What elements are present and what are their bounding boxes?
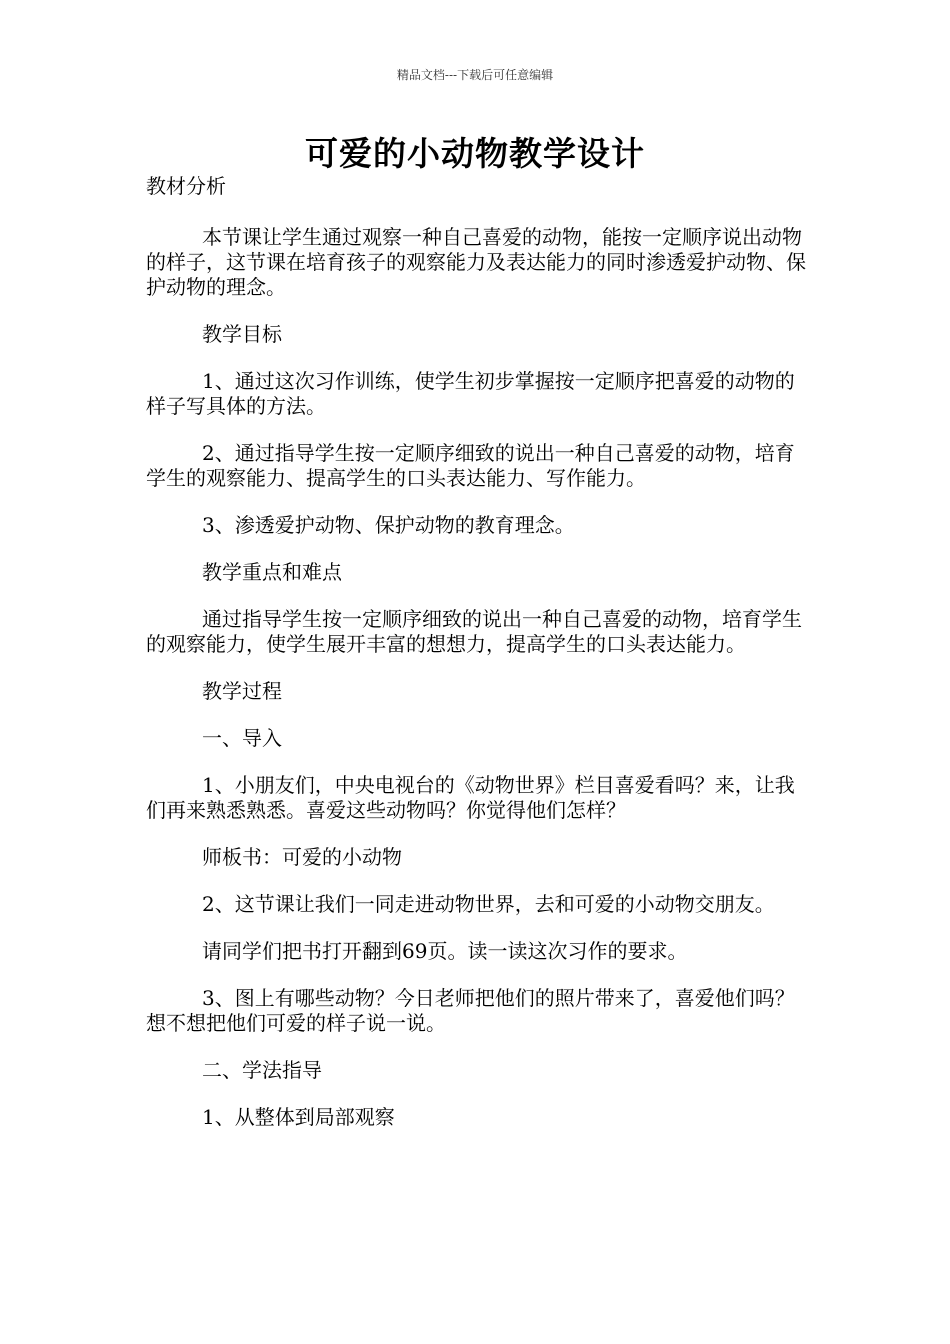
paragraph: 3、渗透爱护动物、保护动物的教育理念。 — [202, 513, 575, 537]
page-header: 精品文档---下载后可任意编辑 — [396, 68, 554, 82]
paragraph: 1、从整体到局部观察 — [202, 1105, 395, 1129]
document-title: 可爱的小动物教学设计 — [305, 134, 645, 173]
paragraph: 1、通过这次习作训练，使学生初步掌握按一定顺序把喜爱的动物的样子写具体的方法。 — [146, 369, 795, 418]
paragraph: 教学目标 — [202, 322, 282, 346]
paragraph: 二、学法指导 — [202, 1058, 322, 1082]
paragraph: 教材分析 — [146, 174, 226, 198]
paragraph: 2、这节课让我们一同走进动物世界，去和可爱的小动物交朋友。 — [202, 892, 775, 916]
paragraph: 本节课让学生通过观察一种自己喜爱的动物，能按一定顺序说出动物的样子，这节课在培育孩子的观察能力及表达能力的同时渗透爱护动物、保护动物的理念。 — [146, 225, 806, 299]
paragraph: 2、通过指导学生按一定顺序细致的说出一种自己喜爱的动物，培育学生的观察能力、提高学生的口头表达能力、写作能力。 — [146, 441, 795, 490]
paragraph: 师板书：可爱的小动物 — [202, 845, 402, 869]
paragraph: 请同学们把书打开翻到69页。读一读这次习作的要求。 — [202, 939, 688, 963]
paragraph: 通过指导学生按一定顺序细致的说出一种自己喜爱的动物，培育学生的观察能力，使学生展开丰富的想想力，提高学生的口头表达能力。 — [146, 607, 802, 656]
paragraph: 一、导入 — [202, 726, 282, 750]
document-body — [146, 174, 808, 1130]
paragraph: 教学重点和难点 — [202, 560, 342, 584]
paragraph: 1、小朋友们，中央电视台的《动物世界》栏目喜爱看吗？来，让我们再来熟悉熟悉。喜爱这些动物吗？你觉得他们怎样？ — [146, 773, 795, 822]
paragraph: 教学过程 — [202, 679, 282, 703]
paragraph: 3、图上有哪些动物？今日老师把他们的照片带来了，喜爱他们吗？想不想把他们可爱的样子说一说。 — [146, 986, 795, 1035]
